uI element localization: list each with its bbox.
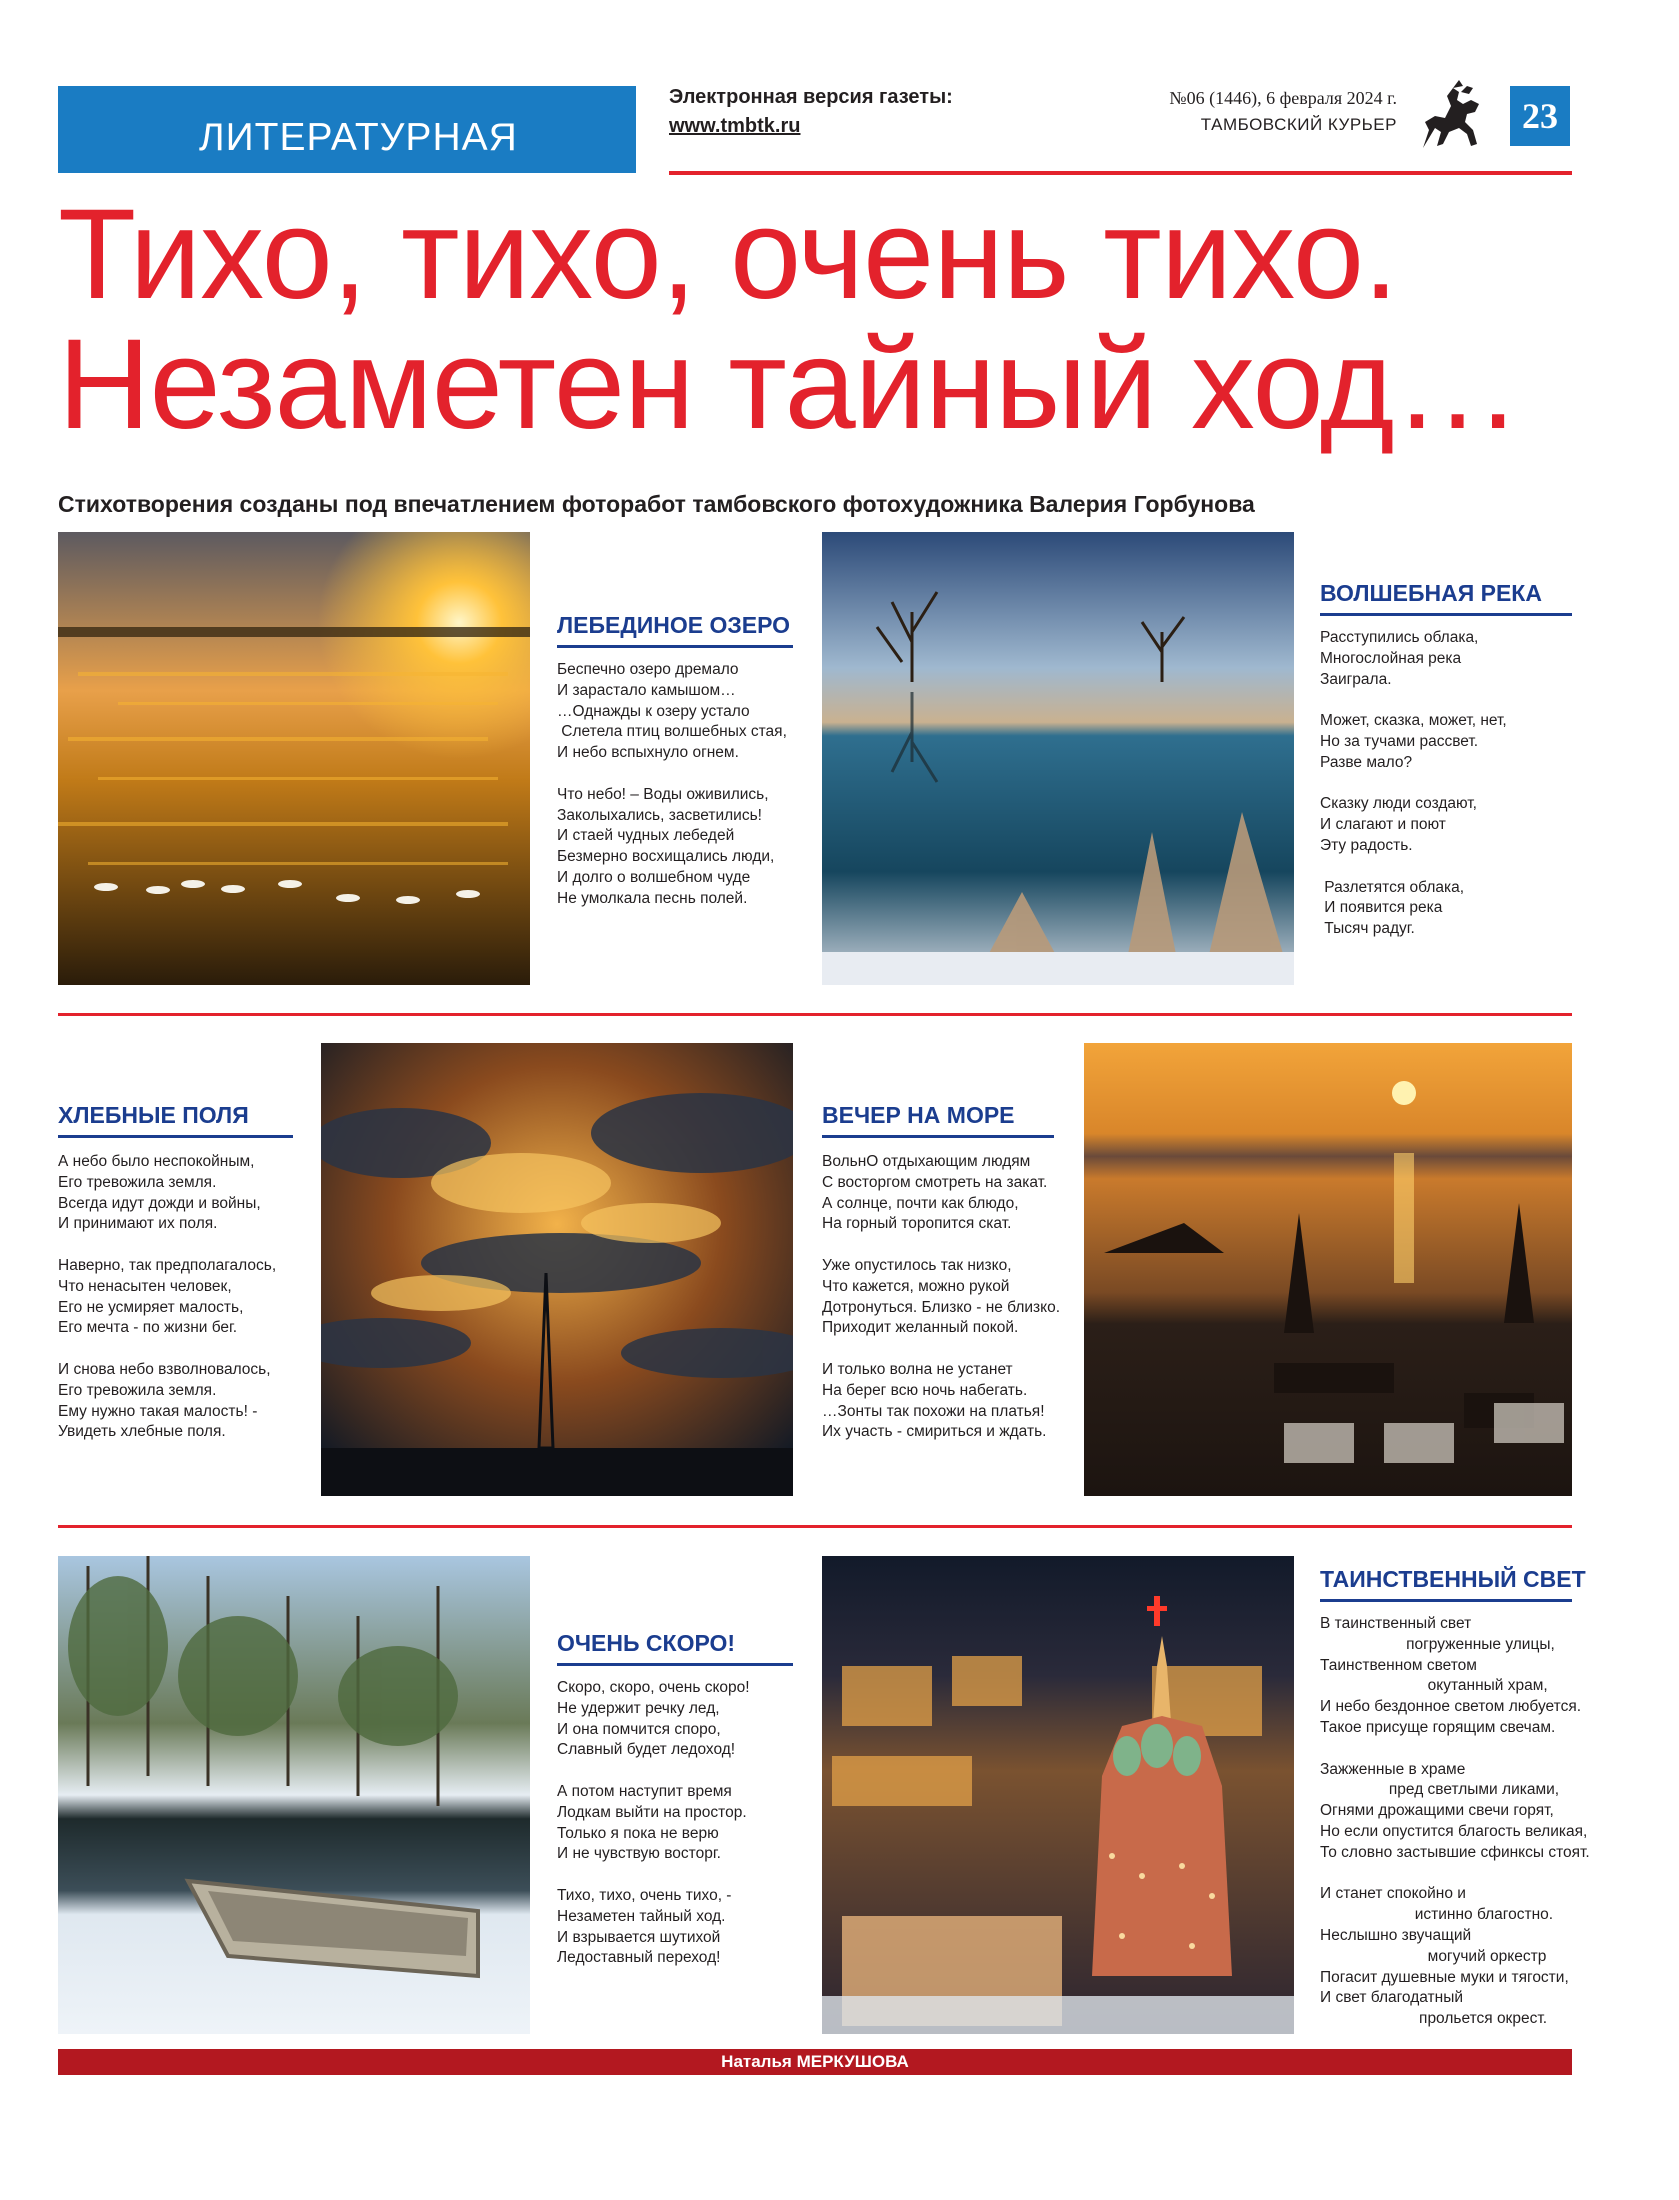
edition-label: Электронная версия газеты: — [669, 86, 953, 108]
issue-info: №06 (1446), 6 февраля 2024 г. — [1169, 88, 1397, 108]
photo-sea-sunset-beach — [1084, 1043, 1572, 1496]
poem-title-evening-sea: ВЕЧЕР НА МОРЕ — [822, 1102, 1054, 1138]
page-number: 23 — [1510, 86, 1570, 146]
photo-winter-river — [822, 532, 1294, 985]
edition-url-link[interactable]: www.tmbtk.ru — [669, 115, 801, 137]
poem-title-magic-river: ВОЛШЕБНАЯ РЕКА — [1320, 580, 1572, 616]
photo-river-boat-snow — [58, 1556, 530, 2034]
horse-rider-logo-icon — [1415, 78, 1487, 156]
headline-line-2: Незаметен тайный ход… — [58, 313, 1521, 456]
poem-title-swan-lake: ЛЕБЕДИНОЕ ОЗЕРО — [557, 612, 793, 648]
poem-text-magic-river: Расступились облака, Многослойная река Заиграла. Может, сказка, может, нет, Но за тучами рассвет. Разве мало? Сказку люди создают, И слагают и поют Эту радость. Разлетятся облака, И появится река Тысяч радуг. — [1320, 629, 1507, 938]
header-rule — [669, 171, 1572, 175]
poem-title-very-soon: ОЧЕНЬ СКОРО! — [557, 1630, 793, 1666]
photo-night-cathedral — [822, 1556, 1294, 2034]
poem-title-grain-fields: ХЛЕБНЫЕ ПОЛЯ — [58, 1102, 293, 1138]
poem-text-very-soon: Скоро, скоро, очень скоро! Не удержит речку лед, И она помчится споро, Славный будет ледоход! А потом наступит время Лодкам выйти на простор. Только я пока не верю И не чувствую восторг. Тихо, тихо, очень тихо, - Незаметен тайный ход. И взрывается шутихой Ледоставный переход! — [557, 1679, 750, 1967]
headline-line-1: Тихо, тихо, очень тихо. — [58, 183, 1398, 326]
poem-title-mysterious-light: ТАИНСТВЕННЫЙ СВЕТ — [1320, 1566, 1572, 1602]
paper-name: ТАМБОВСКИЙ КУРЬЕР — [1200, 115, 1397, 134]
subheadline: Стихотворения созданы под впечатлением фоторабот тамбовского фотохудожника Валерия Горбунова — [58, 491, 1255, 517]
author-name: Наталья МЕРКУШОВА — [721, 2052, 909, 2071]
poem-text-swan-lake: Беспечно озеро дремало И зарастало камышом… …Однажды к озеру устало Слетела птиц волшебных стая, И небо вспыхнуло огнем. Что небо! – Воды оживились, Заколыхались, засветились! И стаей чудных лебедей Безмерно восхищались люди, И долго о волшебном чуде Не умолкала песнь полей. — [557, 661, 787, 907]
section-rubric-label: ЛИТЕРАТУРНАЯ — [199, 116, 518, 159]
row-divider-2 — [58, 1525, 1572, 1528]
poem-text-evening-sea: ВольнО отдыхающим людям С восторгом смотреть на закат. А солнце, почти как блюдо, На горный торопится скат. Уже опустилось так низко, Что кажется, можно рукой Дотронуться. Близко - не близко. Приходит желанный покой. И только волна не устанет На берег всю ночь набегать. …Зонты так похожи на платья! Их участь - смириться и ждать. — [822, 1153, 1061, 1441]
row-divider-1 — [58, 1013, 1572, 1016]
photo-dramatic-clouds — [321, 1043, 793, 1496]
page-headline — [58, 183, 1658, 456]
poem-text-grain-fields: А небо было неспокойным, Его тревожила земля. Всегда идут дожди и войны, И принимают их поля. Наверно, так предполагалось, Что ненасытен человек, Его не усмиряет малость, Его мечта - по жизни бег. И снова небо взволновалось, Его тревожила земля. Ему нужно такая малость! - Увидеть хлебные поля. — [58, 1153, 277, 1441]
photo-sunset-lake — [58, 532, 530, 985]
section-rubric — [58, 86, 636, 173]
author-footer — [58, 2049, 1572, 2075]
poem-text-mysterious-light: В таинственный свет погруженные улицы, Таинственном светом окутанный храм, И небо бездонное светом любуется. Такое присуще горящим свечам. Зажженные в храме пред светлыми ликами, Огнями дрожащими свечи горят, Но если опустится благость великая, То словно застывшие сфинксы стоят. И станет спокойно и истинно благостно. Неслышно звучащий могучий оркестр Погасит душевные муки и тягости, И свет благодатный прольется окрест. — [1320, 1615, 1590, 2028]
